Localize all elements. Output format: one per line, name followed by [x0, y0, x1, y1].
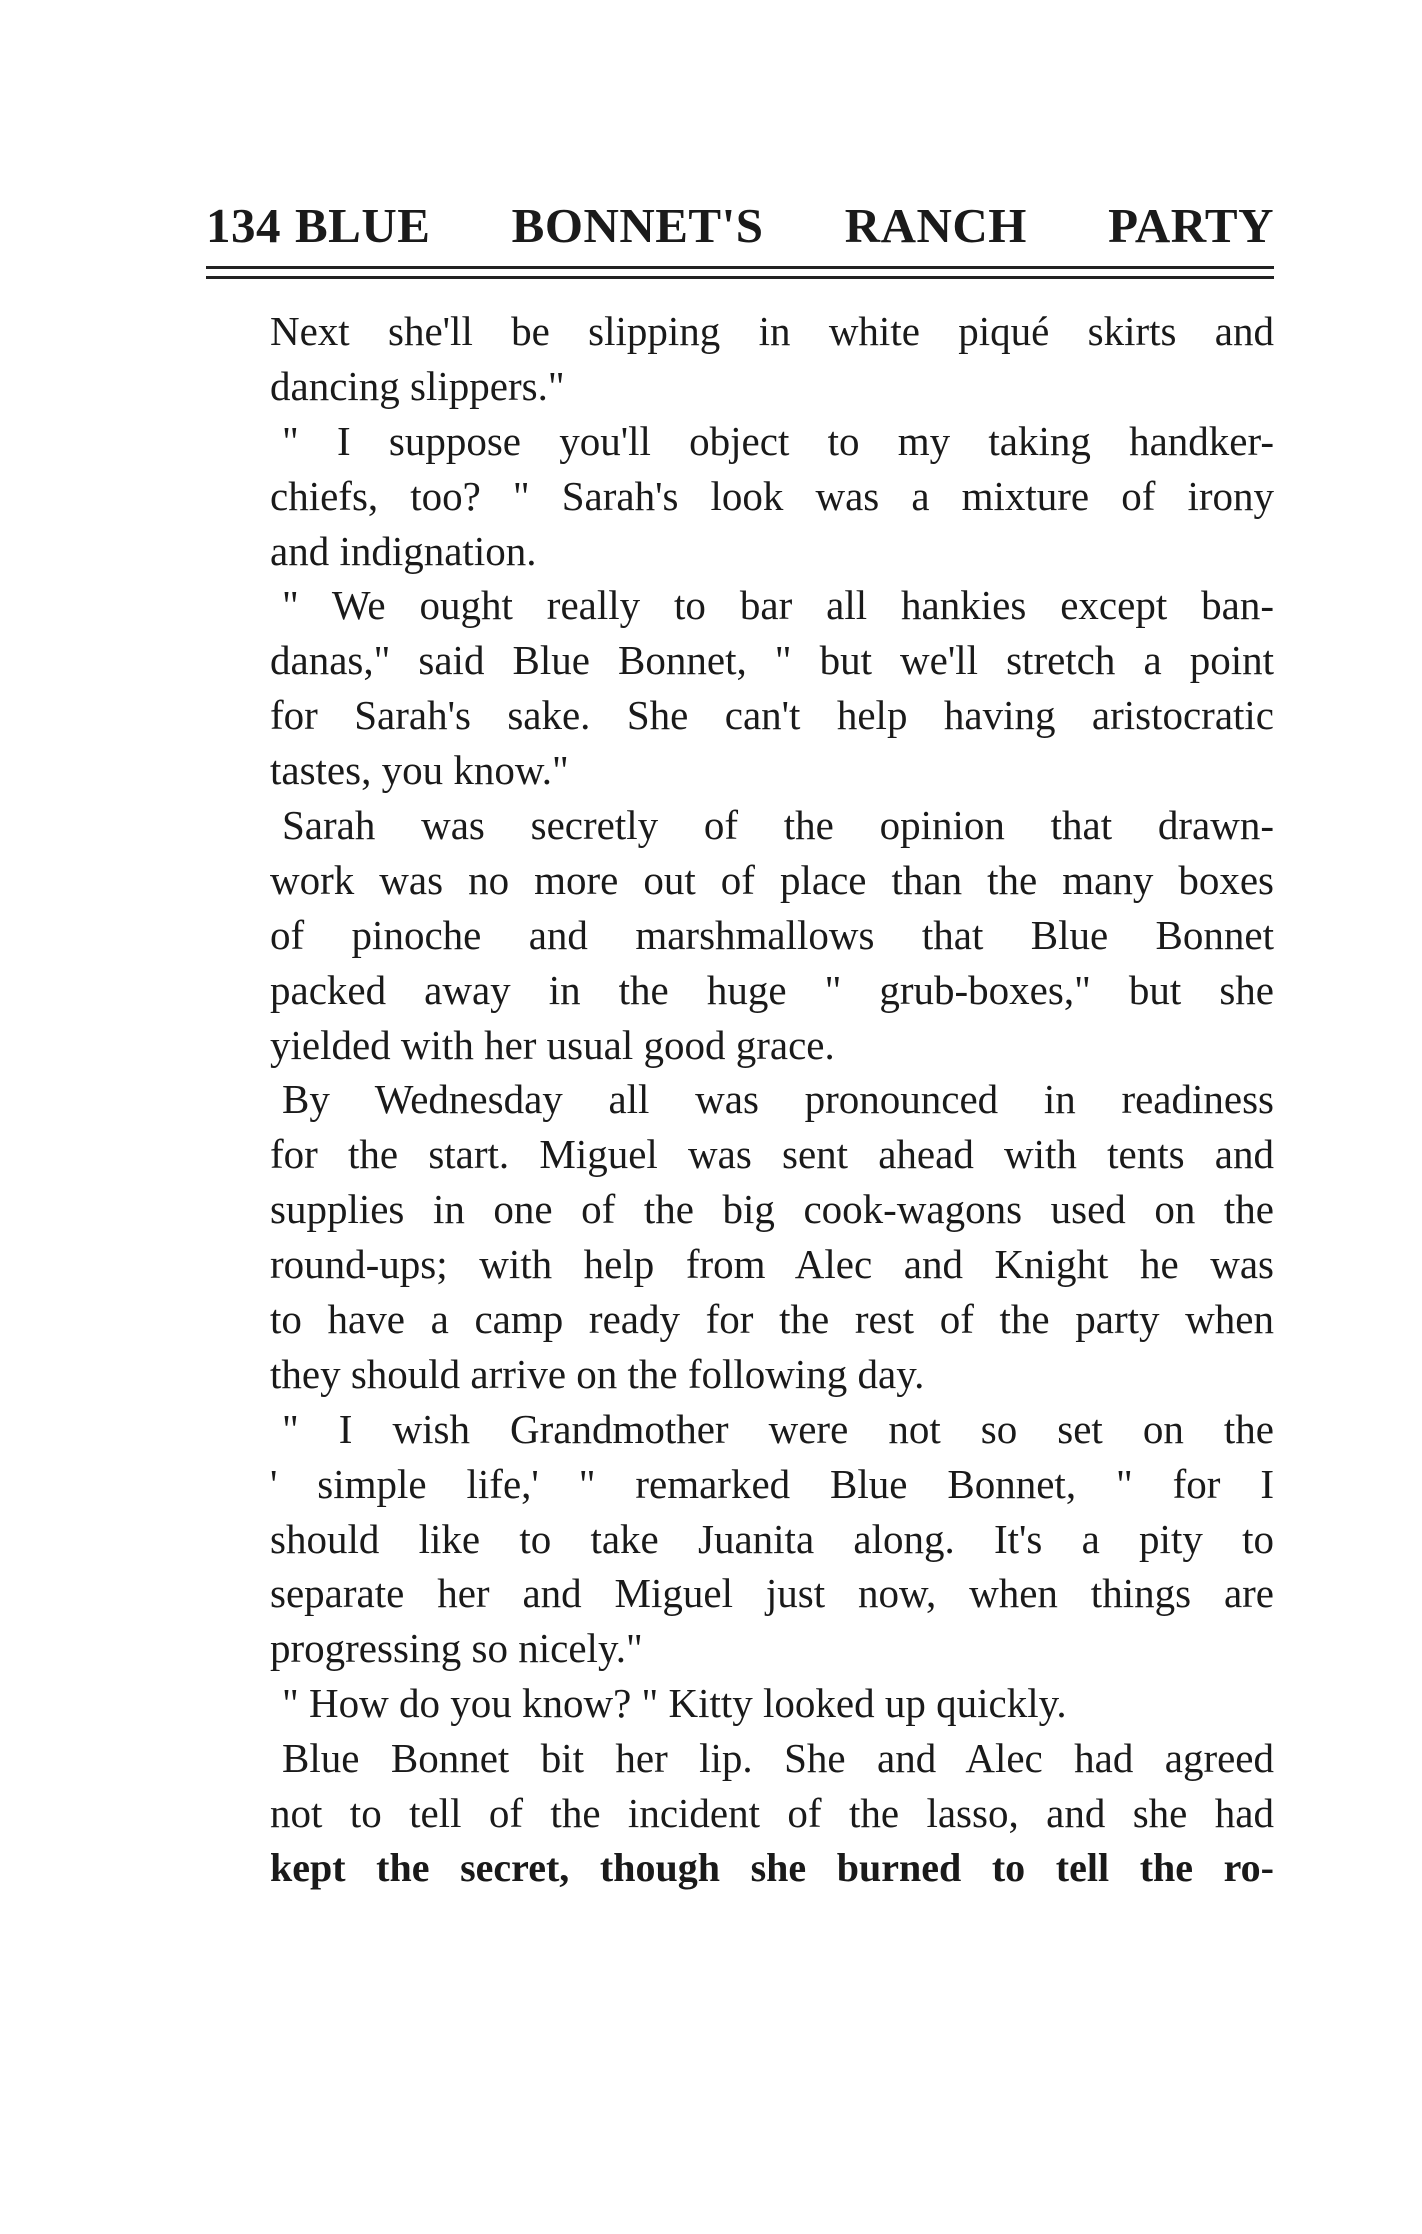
- book-title: BLUE BONNET'S RANCH PARTY: [295, 198, 1274, 253]
- text-line: Sarah was secretly of the opinion that drawn-: [282, 802, 1274, 849]
- text-line: they should arrive on the following day.: [270, 1350, 925, 1397]
- text-line: By Wednesday all was pronounced in readiness: [282, 1076, 1274, 1123]
- text-line: " We ought really to bar all hankies except ban-: [282, 582, 1274, 629]
- text-line: ' simple life,' " remarked Blue Bonnet, " for I: [270, 1460, 1274, 1507]
- text-line: for Sarah's sake. She can't help having aristocratic: [270, 692, 1274, 739]
- text-line: Blue Bonnet bit her lip. She and Alec had agreed: [282, 1735, 1274, 1782]
- text-line: supplies in one of the big cook-wagons used on the: [270, 1186, 1274, 1233]
- text-line: tastes, you know.": [270, 747, 569, 794]
- page-number: 134: [206, 198, 281, 253]
- running-header: [206, 196, 1274, 256]
- text-line: danas," said Blue Bonnet, " but we'll stretch a point: [270, 637, 1274, 684]
- text-line: Next she'll be slipping in white piqué skirts and: [270, 308, 1274, 354]
- text-line: chiefs, too? " Sarah's look was a mixture of irony: [270, 472, 1274, 519]
- text-line: packed away in the huge " grub-boxes," but she: [270, 966, 1274, 1013]
- text-line: kept the secret, though she burned to tell the ro-: [270, 1844, 1274, 1890]
- text-line: " I wish Grandmother were not so set on the: [282, 1405, 1274, 1452]
- text-line: yielded with her usual good grace.: [270, 1021, 835, 1068]
- text-line: not to tell of the incident of the lasso, and she had: [270, 1790, 1274, 1837]
- header-rule-bottom: [206, 276, 1274, 279]
- header-rule-top: [206, 266, 1274, 269]
- text-line: round-ups; with help from Alec and Knight he was: [270, 1241, 1274, 1288]
- text-line: should like to take Juanita along. It's a pity to: [270, 1515, 1274, 1562]
- body-text: [270, 304, 1274, 1896]
- text-line: to have a camp ready for the rest of the party when: [270, 1296, 1274, 1343]
- text-line: separate her and Miguel just now, when things are: [270, 1570, 1274, 1617]
- text-line: progressing so nicely.": [270, 1625, 643, 1672]
- text-line: work was no more out of place than the many boxes: [270, 856, 1274, 903]
- text-line: for the start. Miguel was sent ahead with tents and: [270, 1131, 1274, 1178]
- text-line: of pinoche and marshmallows that Blue Bonnet: [270, 911, 1274, 958]
- text-line: dancing slippers.": [270, 362, 565, 409]
- text-line: " How do you know? " Kitty looked up quickly.: [282, 1680, 1067, 1727]
- text-line: and indignation.: [270, 527, 537, 574]
- text-line: " I suppose you'll object to my taking handker-: [282, 417, 1274, 464]
